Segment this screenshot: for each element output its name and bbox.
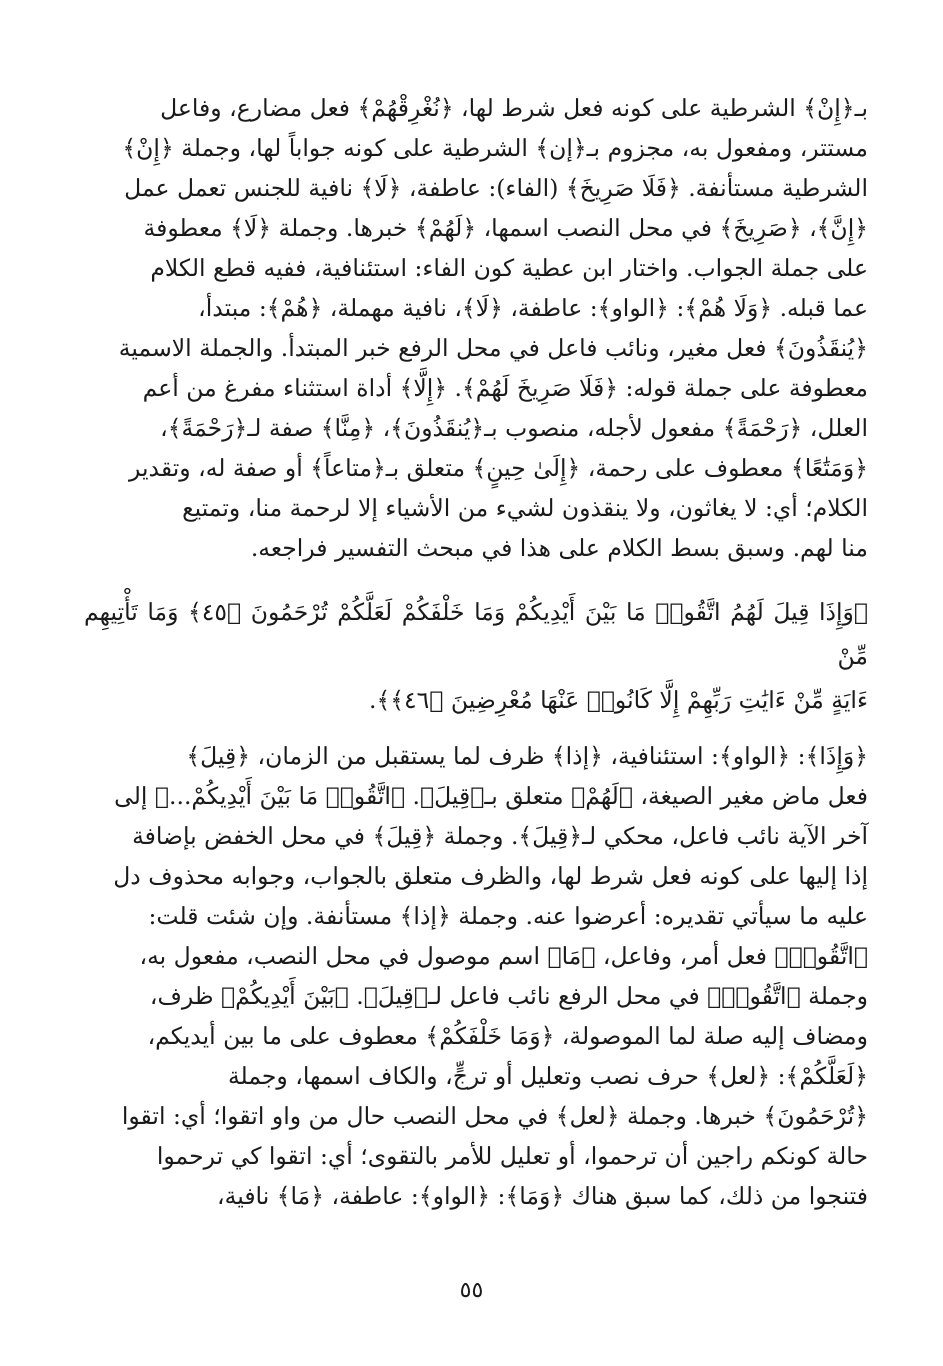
text-line: وجملة ﴿اتَّقُوا۟﴾ في محل الرفع نائب فاعل لـ﴿قِيلَ﴾. ﴿بَيْنَ أَيْدِيكُمْ﴾ ظرف، bbox=[149, 982, 868, 1010]
text-line: إذا إليها على كونه فعل شرط لها، والظرف متعلق بالجواب، وجوابه محذوف دل bbox=[113, 862, 868, 890]
text-line: عليه ما سيأتي تقديره: أعرضوا عنه. وجملة ﴿إذا﴾ مستأنفة. وإن شئت قلت: bbox=[148, 902, 868, 930]
text-line: ﴿تُرْحَمُونَ﴾ خبرها. وجملة ﴿لعل﴾ في محل النصب حال من واو اتقوا؛ أي: اتقوا bbox=[121, 1102, 868, 1130]
text-line: بـ﴿إِنْ﴾ الشرطية على كونه فعل شرط لها، ﴿نُغْرِقْهُمْ﴾ فعل مضارع، وفاعل bbox=[160, 94, 868, 122]
text-line: ومضاف إليه صلة لما الموصولة، ﴿وَمَا خَلْفَكُمْ﴾ معطوف على ما بين أيديكم، bbox=[147, 1022, 868, 1050]
quran-verse bbox=[84, 590, 868, 722]
text-line: الكلام؛ أي: لا يغاثون، ولا ينقذون لشيء من الأشياء إلا لرحمة منا، وتمتيع bbox=[182, 494, 868, 522]
page-body bbox=[84, 88, 868, 1216]
text-line: فتنجوا من ذلك، كما سبق هناك ﴿وَمَا﴾: ﴿الواو﴾: عاطفة، ﴿مَا﴾ نافية، bbox=[217, 1182, 868, 1210]
page-number: ٥٥ bbox=[459, 1278, 484, 1303]
text-line: العلل، ﴿رَحْمَةً﴾ مفعول لأجله، منصوب بـ﴿يُنقَذُونَ﴾، ﴿مِنَّا﴾ صفة لـ﴿رَحْمَةً﴾، bbox=[160, 414, 868, 442]
text-line: على جملة الجواب. واختار ابن عطية كون الفاء: استئنافية، ففيه قطع الكلام bbox=[150, 254, 868, 282]
text-line: منا لهم. وسبق بسط الكلام على هذا في مبحث التفسير فراجعه. bbox=[250, 534, 868, 562]
text-line: ﴿وَإِذَا﴾: ﴿الواو﴾: استئنافية، ﴿إذا﴾ ظرف لما يستقبل من الزمان، ﴿قِيلَ﴾ bbox=[186, 742, 868, 770]
text-line: ﴿إِنَّ﴾، ﴿صَرِيخَ﴾ في محل النصب اسمها، ﴿لَهُمْ﴾ خبرها. وجملة ﴿لَا﴾ معطوفة bbox=[143, 214, 868, 242]
text-line: آخر الآية نائب فاعل، محكي لـ﴿قِيلَ﴾. وجملة ﴿قِيلَ﴾ في محل الخفض بإضافة bbox=[132, 822, 868, 850]
text-line: عما قبله. ﴿وَلَا هُمْ﴾: ﴿الواو﴾: عاطفة، ﴿لَا﴾، نافية مهملة، ﴿هُمْ﴾: مبتدأ، bbox=[198, 294, 868, 322]
text-line: ﴿اتَّقُوا۟﴾ فعل أمر، وفاعل، ﴿مَا﴾ اسم موصول في محل النصب، مفعول به، bbox=[139, 942, 868, 970]
text-line: مستتر، ومفعول به، مجزوم بـ﴿إن﴾ الشرطية على كونه جواباً لها، وجملة ﴿إِنْ﴾ bbox=[122, 134, 868, 162]
text-line: الشرطية مستأنفة. ﴿فَلَا صَرِيخَ﴾ (الفاء): عاطفة، ﴿لَا﴾ نافية للجنس تعمل عمل bbox=[124, 174, 868, 202]
verse-line: ﴿وَإِذَا قِيلَ لَهُمُ اتَّقُوا۟ مَا بَيْنَ أَيْدِيكُمْ وَمَا خَلْفَكُمْ لَعَلَّكُمْ تُرْحَمُونَ ﴿٤٥﴾ وَمَا تَأْتِيهِم مِّنْ bbox=[84, 598, 868, 670]
commentary-paragraph-1 bbox=[84, 88, 868, 568]
commentary-paragraph-2 bbox=[84, 736, 868, 1216]
text-line: ﴿لَعَلَّكُمْ﴾: ﴿لعل﴾ حرف نصب وتعليل أو ترجٍّ، والكاف اسمها، وجملة bbox=[227, 1062, 868, 1090]
text-line: ﴿يُنقَذُونَ﴾ فعل مغير، ونائب فاعل في محل الرفع خبر المبتدأ. والجملة الاسمية bbox=[118, 334, 868, 362]
text-line: حالة كونكم راجين أن ترحموا، أو تعليل للأمر بالتقوى؛ أي: اتقوا كي ترحموا bbox=[156, 1142, 868, 1170]
text-line: ﴿وَمَتَٰعًا﴾ معطوف على رحمة، ﴿إِلَىٰ حِينٍ﴾ متعلق بـ﴿متاعاً﴾ أو صفة له، وتقدير bbox=[129, 454, 868, 482]
text-line: معطوفة على جملة قوله: ﴿فَلَا صَرِيخَ لَهُمْ﴾. ﴿إِلَّا﴾ أداة استثناء مفرغ من أعم bbox=[142, 374, 868, 402]
text-line: فعل ماض مغير الصيغة، ﴿لَهُمْ﴾ متعلق بـ﴿قِيلَ﴾. ﴿اتَّقُوا۟ مَا بَيْنَ أَيْدِيكُمْ...﴾ إلى bbox=[114, 782, 868, 810]
verse-line: ءَايَةٍ مِّنْ ءَايَٰتِ رَبِّهِمْ إِلَّا كَانُوا۟ عَنْهَا مُعْرِضِينَ ﴿٤٦﴾﴾. bbox=[369, 686, 868, 714]
